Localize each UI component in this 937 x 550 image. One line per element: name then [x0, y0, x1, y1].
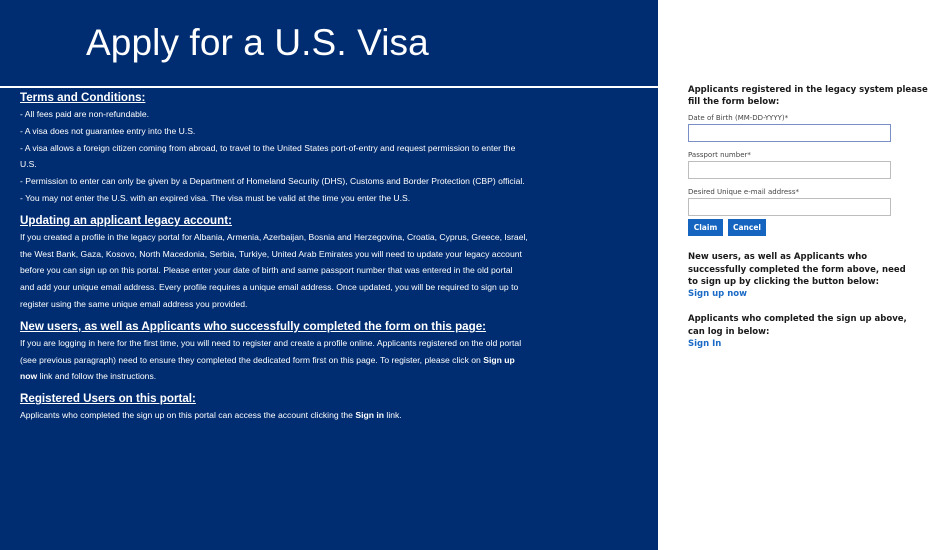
email-label: Desired Unique e-mail address* [688, 188, 799, 196]
cancel-button[interactable]: Cancel [728, 219, 766, 236]
registered-users-heading: Registered Users on this portal: [20, 392, 196, 406]
new-users-text-part: (see previous paragraph) need to ensure they completed the dedicated form first on this page. To register, please click on [20, 354, 484, 365]
signup-info-text: New users, as well as Applicants who successfully completed the form above, need to sign up by clicking the button below: [688, 252, 906, 287]
new-users-text: If you are logging in here for the first time, you will need to register and create a profile online. Applicants registered on the old portal [20, 337, 522, 348]
signup-inline-link-cont: now [20, 371, 38, 382]
registered-text-part: link. [384, 410, 402, 421]
terms-heading: Terms and Conditions: [20, 91, 146, 104]
new-users-heading: New users, as well as Applicants who successfully completed the form on this page: [20, 319, 487, 333]
dob-input[interactable] [688, 124, 891, 142]
claim-button[interactable]: Claim [688, 219, 723, 236]
terms-item: - A visa allows a foreign citizen coming from abroad, to travel to the United States port-of-entry and request permission to enter the [20, 142, 516, 153]
signin-link[interactable]: Sign In [688, 339, 722, 349]
terms-item: U.S. [20, 159, 37, 170]
signin-inline-link: Sign in [355, 410, 385, 421]
signup-inline-link: Sign up [483, 354, 515, 365]
legacy-update-text: register using the same unique email address you provided. [20, 298, 248, 309]
legacy-form-heading: Applicants registered in the legacy system please fill the form below: [688, 85, 928, 107]
title-divider [0, 86, 658, 88]
passport-label: Passport number* [688, 151, 751, 159]
legacy-update-text: and add your unique email address. Every profile requires a unique email address. Once updated, you will be required to sign up to [20, 282, 519, 293]
registered-users-text [20, 407, 568, 424]
new-users-section [20, 319, 568, 385]
signin-info-text: Applicants who completed the sign up above, can log in below: [688, 314, 907, 337]
new-users-text-part: link and follow the instructions. [37, 371, 157, 382]
dob-label: Date of Birth (MM-DD-YYYY)* [688, 114, 789, 122]
registered-users-section [20, 391, 568, 424]
legacy-update-section [20, 213, 568, 313]
info-content [20, 90, 568, 424]
form-panel [658, 0, 937, 550]
registered-text-part: Applicants who completed the sign up on this portal can access the account clicking the [20, 410, 356, 421]
passport-input[interactable] [688, 161, 891, 179]
legacy-update-text: If you created a profile in the legacy portal for Albania, Armenia, Azerbaijan, Bosnia and Herzegovina, Croatia, Cyprus, Greece, Israel, [20, 231, 528, 242]
legacy-update-text: before you can sign up on this portal. Please enter your date of birth and same passport number that was entered in the old portal [20, 265, 513, 276]
terms-item: - A visa does not guarantee entry into the U.S. [20, 125, 196, 136]
legacy-update-heading: Updating an applicant legacy account: [20, 213, 232, 227]
terms-item: - Permission to enter can only be given by a Department of Homeland Security (DHS), Customs and Border Protection (CBP) official. [20, 176, 525, 187]
new-users-text [20, 352, 568, 369]
signup-link[interactable]: Sign up now [688, 289, 747, 299]
page-title: Apply for a U.S. Visa [86, 22, 429, 63]
new-users-text [20, 368, 568, 385]
terms-item: - You may not enter the U.S. with an expired visa. The visa must be valid at the time you enter the U.S. [20, 192, 411, 203]
email-input[interactable] [688, 198, 891, 216]
terms-section [20, 90, 568, 207]
terms-item: - All fees paid are non-refundable. [20, 109, 149, 119]
legacy-update-text: the West Bank, Gaza, Kosovo, North Macedonia, Serbia, Turkiye, United Arab Emirates you will need to update your legacy account [20, 248, 522, 259]
